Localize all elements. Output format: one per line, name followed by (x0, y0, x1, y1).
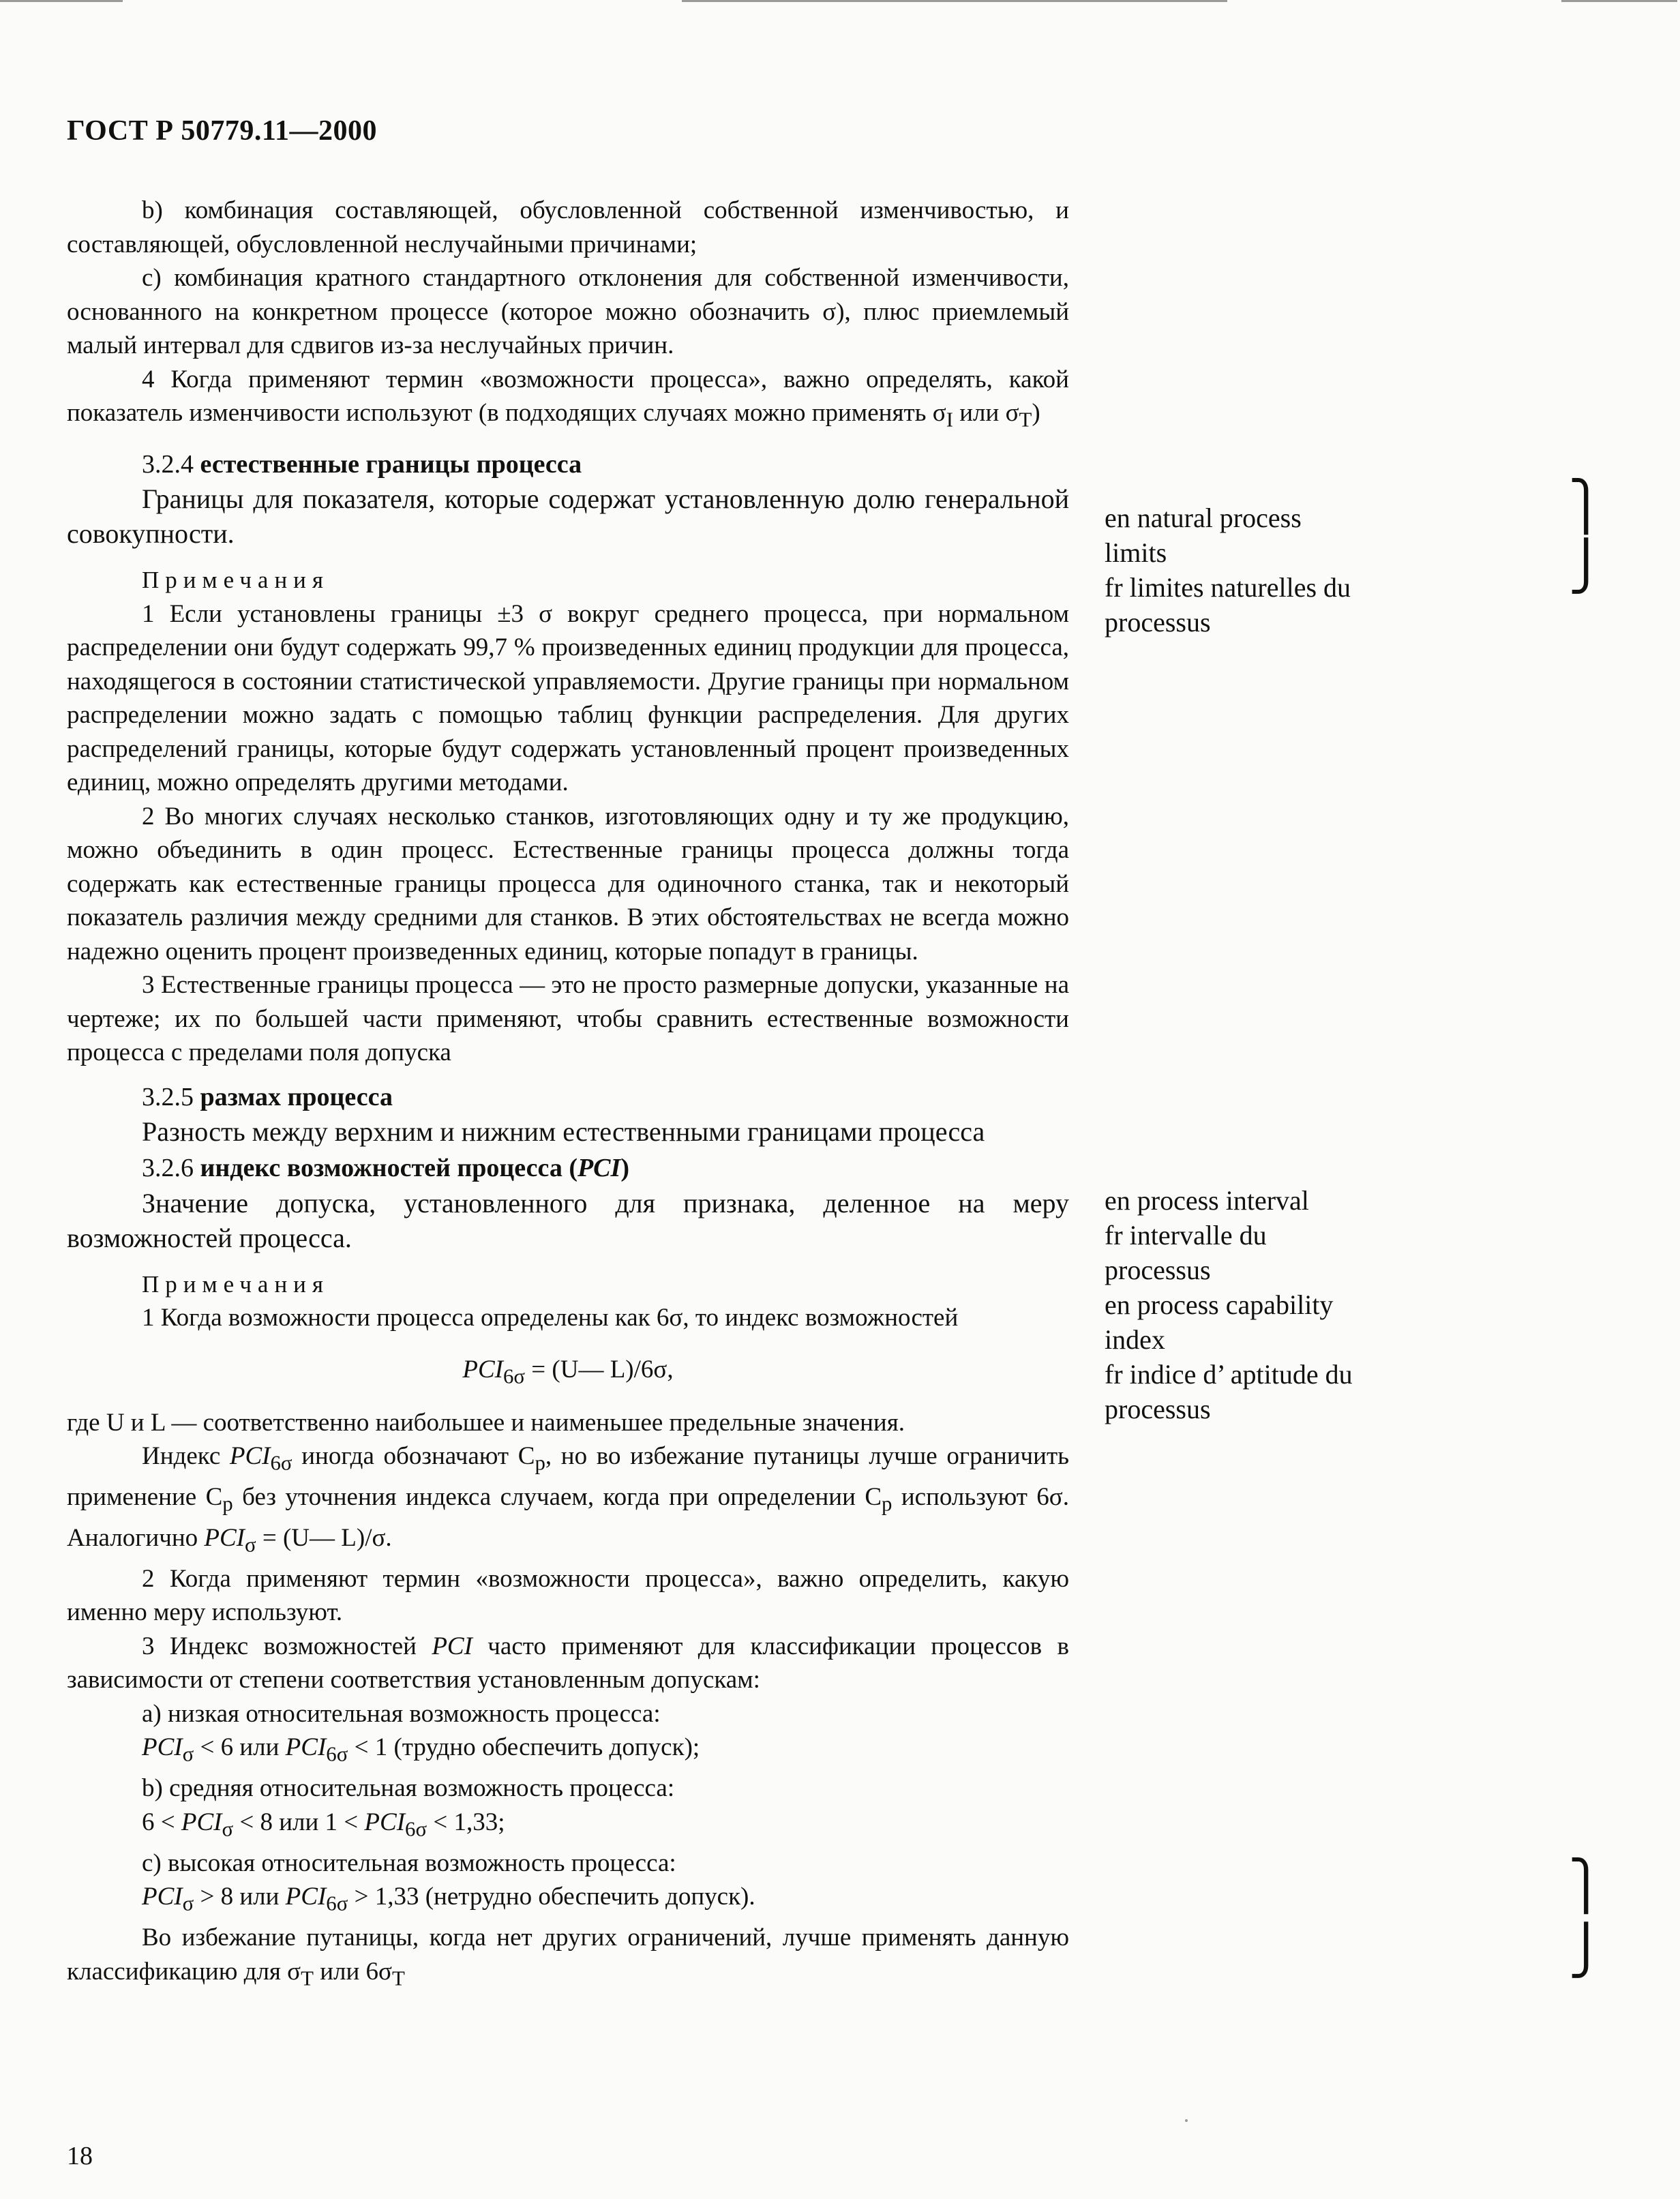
page-number: 18 (67, 2142, 93, 2170)
term-equivalents-3-2-5-6 (1105, 1183, 1473, 1426)
term-fr: fr intervalle du (1105, 1220, 1267, 1251)
main-column (67, 194, 1069, 1996)
formula: $PCI_{6\sigma}$ = (U— L)/6σ, (462, 1355, 674, 1388)
term-fr: processus (1105, 607, 1211, 638)
note: 3 Естественные границы процесса — это не просто размерные допуски, указанные на чертеже; их по большей части применяют, чтобы сравнить естественные возможности процесса с пределами поля допуска (67, 971, 1069, 1067)
revision-mark: ⎭ (1568, 1922, 1604, 1978)
paragraph: c) комбинация кратного стандартного отклонения для собственной изменчивости, основанного на конкретном процессе (которое можно обозначить σ), плюс приемлемый малый интервал для сдвигов из-за неслучайных причин. (67, 264, 1069, 359)
list-formula: $PCI_\sigma > 8$ или $PCI_{6\sigma} > 1,33$ (нетрудно обеспечить допуск). (142, 1883, 755, 1915)
list-item: b) средняя относительная возможность процесса: (142, 1774, 675, 1803)
term-heading-3-2-4: 3.2.4 естественные границы процесса (142, 449, 582, 479)
notes-label: Примечания (142, 1270, 330, 1298)
term-heading-3-2-5: 3.2.5 размах процесса (142, 1082, 393, 1111)
paragraph: b) комбинация составляющей, обусловленной собственной изменчивостью, и составляющей, обусловленной неслучайными причинами; (67, 196, 1069, 258)
notes-label: Примечания (142, 567, 330, 594)
list-item: c) высокая относительная возможность процесса: (142, 1849, 676, 1877)
term-en: index (1105, 1324, 1165, 1355)
term-fr: fr indice d’ aptitude du (1105, 1359, 1353, 1390)
term-en: en process interval (1105, 1185, 1309, 1216)
paragraph: Во избежание путаницы, когда нет других ограничений, лучше применять данную классификацию для $\sigma_T$ или $6\sigma_T$ (67, 1924, 1069, 1990)
scan-edge-right (1561, 0, 1677, 2)
scan-edge-left (0, 0, 123, 2)
note: 3 Индекс возможностей PCI часто применяют для классификации процессов в зависимости от степени соответствия установленным допускам: (67, 1632, 1070, 1694)
term-fr: fr limites naturelles du (1105, 572, 1351, 603)
term-en: en process capability (1105, 1289, 1334, 1320)
list-formula: $PCI_\sigma < 6$ или $PCI_{6\sigma} < 1$ (трудно обеспечить допуск); (142, 1733, 700, 1766)
term-en: en natural process (1105, 503, 1302, 533)
term-definition: Значение допуска, установленного для признака, деленное на меру возможностей процесса. (67, 1187, 1069, 1253)
note: 2 Во многих случаях несколько станков, изготовляющих одну и ту же продукцию, можно объединить в один процесс. Естественные границы процесса должны тогда содержать как естественные границы процесса для одиночного станка, так и некоторый показатель различия между средними для станков. В этих обстоятельствах не всегда можно надежно оценить процент произведенных единиц, которые попадут в границы. (67, 802, 1069, 966)
paragraph: 4 Когда применяют термин «возможности процесса», важно определять, какой показатель изменчивости используют (в подходящих случаях можно применять $\sigma_I$ или $\sigma_T$) (67, 365, 1069, 432)
revision-mark: ⎫ (1568, 478, 1604, 534)
note: 2 Когда применяют термин «возможности процесса», важно определить, какую именно меру используют. (67, 1564, 1069, 1627)
scan-speck (1185, 2119, 1188, 2122)
document-code: ГОСТ Р 50779.11—2000 (67, 115, 378, 147)
list-formula: $6 < PCI_\sigma < 8$ или $1 < PCI_{6\sigma} < 1,33$; (142, 1808, 505, 1841)
note: 1 Если установлены границы ±3 σ вокруг среднего процесса, при нормальном распределении они будут содержать 99,7 % произведенных единиц продукции для процесса, находящегося в состоянии статистической управляемости. Другие границы при нормальном распределении можно задать с помощью таблиц функции распределения. Для других распределений границы, которые будут содержать установленный процент произведенных единиц, можно определять другими методами. (67, 599, 1069, 797)
term-heading-3-2-6: 3.2.6 индекс возможностей процесса (PCI) (142, 1154, 629, 1183)
scan-edge-center (682, 0, 1227, 2)
term-fr: processus (1105, 1394, 1211, 1424)
term-fr: processus (1105, 1255, 1211, 1285)
revision-mark: ⎫ (1568, 1857, 1604, 1913)
revision-mark: ⎭ (1568, 538, 1604, 594)
paragraph: где U и L — соответственно наибольшее и наименьшее предельные значения. (67, 1408, 905, 1437)
term-definition: Границы для показателя, которые содержат установленную долю генеральной совокупности. (67, 483, 1069, 550)
term-equivalents-3-2-4 (1105, 500, 1473, 640)
list-item: a) низкая относительная возможность процесса: (142, 1699, 661, 1728)
term-en: limits (1105, 537, 1167, 568)
note: 1 Когда возможности процесса определены как 6σ, то индекс возможностей (142, 1304, 959, 1332)
paragraph: Индекс $PCI_{6\sigma}$ иногда обозначают $C_p$, но во избежание путаницы лучше ограничить применение $C_p$ без уточнения индекса случаем, когда при определении $C_p$ используют 6σ. Аналогично $PCI_\sigma$ = (U— L)/σ. (67, 1442, 1070, 1557)
term-definition: Разность между верхним и нижним естественными границами процесса (142, 1116, 985, 1148)
